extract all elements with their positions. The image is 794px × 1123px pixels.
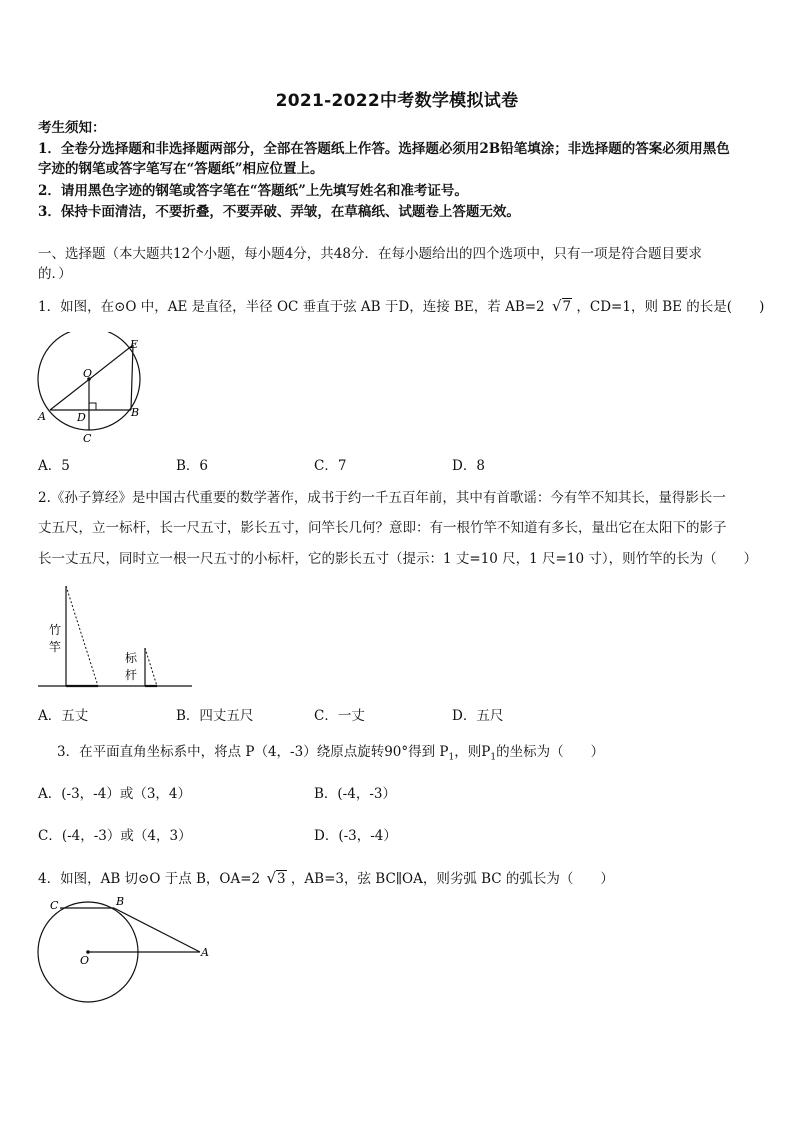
q3-subscript-1: 1 bbox=[448, 752, 455, 763]
q1-option-c[interactable]: C．7 bbox=[314, 458, 347, 474]
q1-label-c: C bbox=[83, 432, 92, 445]
q4-label-b: B bbox=[116, 895, 125, 908]
q1-label-b: B bbox=[131, 406, 140, 419]
q4-sqrt bbox=[266, 868, 286, 889]
q1-option-a[interactable]: A．5 bbox=[38, 458, 70, 474]
q3-option-a[interactable]: A．(-3，-4）或（3，4） bbox=[38, 786, 191, 802]
q3-stem bbox=[57, 742, 604, 768]
notice-item-1-line-2: 字迹的钢笔或答字笔写在“答题纸”相应位置上。 bbox=[38, 161, 324, 177]
q2-option-c[interactable]: C．一丈 bbox=[314, 708, 365, 724]
q1-circle-figure bbox=[30, 332, 150, 450]
q3-stem-part-b: ，则P bbox=[454, 744, 491, 760]
q4-stem-part-a: 4．如图，AB 切⊙O 于点 B，OA=2 bbox=[38, 871, 261, 887]
q2-option-b[interactable]: B．四丈五尺 bbox=[176, 708, 254, 724]
q1-label-e: E bbox=[130, 338, 139, 351]
q4-stem-part-b: ，AB=3，弦 BC∥OA，则劣弧 BC 的弧长为（ ） bbox=[290, 871, 614, 887]
q1-sqrt-radicand: 7 bbox=[562, 299, 572, 315]
q2-stick-label-2: 杆 bbox=[125, 668, 138, 682]
q2-option-a[interactable]: A．五丈 bbox=[38, 708, 89, 724]
q2-stem-line-3: 长一丈五尺，同时立一根一尺五寸的小标杆，它的影长五寸（提示：1 丈=10 尺，1 尺=10 寸），则竹竿的长为（ ） bbox=[38, 551, 758, 567]
q1-stem-part-a: 1．如图，在⊙O 中，AE 是直径，半径 OC 垂直于弦 AB 于D，连接 BE，若 AB=2 bbox=[38, 299, 545, 315]
q2-stick-label-1: 标 bbox=[125, 651, 138, 665]
notice-item-3: 3．保持卡面清洁，不要折叠，不要弄破、弄皱，在草稿纸、试题卷上答题无效。 bbox=[38, 204, 520, 220]
q1-stem bbox=[38, 296, 764, 317]
q1-sqrt bbox=[552, 296, 572, 317]
q1-stem-part-b: ，CD=1，则 BE 的长是( ) bbox=[576, 299, 765, 315]
q2-pole-label-1: 竹 bbox=[49, 623, 62, 637]
q3-stem-part-c: 的坐标为（ ） bbox=[496, 744, 605, 760]
notice-item-2: 2．请用黑色字迹的钢笔或答字笔在“答题纸”上先填写姓名和准考证号。 bbox=[38, 183, 468, 199]
notice-item-1-line-1: 1．全卷分选择题和非选择题两部分，全部在答题纸上作答。选择题必须用2B铅笔填涂；非选择题的答案必须用黑色 bbox=[38, 141, 730, 157]
notice-heading: 考生须知： bbox=[38, 120, 106, 136]
q1-option-b[interactable]: B．6 bbox=[176, 458, 209, 474]
q2-option-d[interactable]: D．五尺 bbox=[452, 708, 504, 724]
q3-stem-part-a: 3．在平面直角坐标系中，将点 P（4，-3）绕原点旋转90°得到 P bbox=[57, 744, 449, 760]
sqrt-icon: √ bbox=[551, 297, 562, 315]
page-title: 2021-2022中考数学模拟试卷 bbox=[275, 91, 519, 111]
q4-label-c: C bbox=[50, 899, 59, 912]
q3-option-b[interactable]: B．(-4，-3） bbox=[314, 786, 396, 802]
q2-pole-figure bbox=[36, 582, 196, 694]
q1-option-d[interactable]: D．8 bbox=[452, 458, 485, 474]
q3-subscript-2: 1 bbox=[490, 752, 497, 763]
q4-label-a: A bbox=[201, 946, 209, 959]
q3-option-d[interactable]: D．(-3，-4） bbox=[314, 828, 397, 844]
q4-sqrt-radicand: 3 bbox=[277, 871, 286, 887]
q2-pole-label-2: 竿 bbox=[49, 640, 62, 654]
section-heading-line-2: 的．） bbox=[38, 266, 72, 282]
q1-label-d: D bbox=[77, 411, 86, 424]
q3-option-c[interactable]: C．(-4，-3）或（4，3） bbox=[38, 828, 192, 844]
q2-stem-line-1: 2.《孙子算经》是中国古代重要的数学著作，成书于约一千五百年前，其中有首歌谣：今有竿不知其长，量得影长一 bbox=[38, 490, 726, 506]
sqrt-icon: √ bbox=[266, 869, 277, 887]
q2-stem-line-2: 丈五尺，立一标杆，长一尺五寸，影长五寸，问竿长几何？意即：有一根竹竿不知道有多长，量出它在太阳下的影子 bbox=[38, 520, 727, 536]
q4-tangent-figure bbox=[30, 892, 220, 1006]
q1-label-o: O bbox=[83, 367, 93, 380]
section-heading-line-1: 一、选择题（本大题共12个小题，每小题4分，共48分．在每小题给出的四个选项中，只有一项是符合题目要求 bbox=[38, 246, 702, 262]
q1-label-a: A bbox=[38, 410, 46, 423]
q4-label-o: O bbox=[80, 954, 90, 967]
q4-stem bbox=[38, 868, 614, 889]
